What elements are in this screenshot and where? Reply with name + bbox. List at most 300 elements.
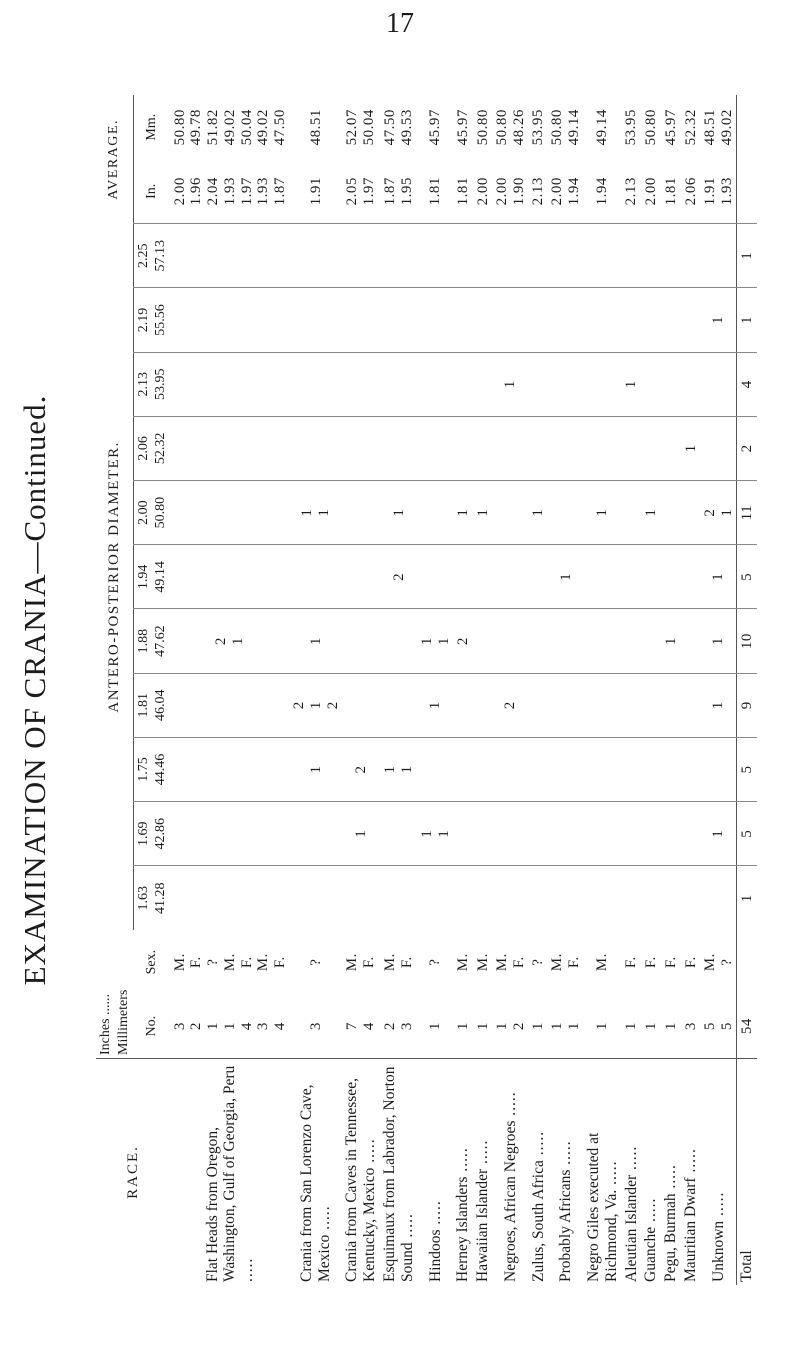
avg-in-cell: 1.81 (662, 177, 679, 206)
count-cell (418, 416, 454, 480)
column-header (133, 609, 171, 673)
count-cell (473, 545, 493, 609)
avg-in-cell: 1.81 (427, 177, 444, 206)
count-cell (473, 609, 493, 673)
avg-mm-cell: 53.95 (530, 109, 547, 146)
avg-mm-cell: 45.97 (454, 109, 471, 146)
count-cell: 1 (290, 609, 342, 673)
avg-in-cell: 2.00 1.90 (493, 177, 527, 206)
count-cell (641, 673, 661, 737)
race-cell (342, 1059, 380, 1286)
count-cell (493, 866, 529, 930)
race-name: Mauritian Dwarf (682, 1177, 699, 1282)
column-header (133, 224, 171, 288)
count-cell (529, 866, 549, 930)
column-mm: 52.32 (153, 432, 168, 465)
count-cell (661, 737, 681, 801)
count-cell (473, 866, 493, 930)
count-cell (701, 737, 737, 801)
count-cell (493, 224, 529, 288)
sex-cell: F. (623, 956, 640, 969)
count-cell: 1 (473, 481, 493, 545)
count-cell (380, 288, 418, 352)
avg-in-cell: 1.91 (307, 177, 324, 206)
count-cell (493, 609, 529, 673)
avg-in-cell: 1.94 (594, 177, 611, 206)
race-name: Herney Islanders (454, 1176, 472, 1282)
no-cell: 1 (454, 1022, 471, 1031)
count-cell (622, 609, 642, 673)
table-row (584, 95, 622, 1285)
total-avg-in (737, 159, 757, 223)
count-cell: 1 1 (418, 802, 454, 866)
count-cell: 2 (342, 737, 380, 801)
count-cell (171, 352, 291, 416)
race-cell (681, 1059, 701, 1286)
count-cell (622, 224, 642, 288)
table-row (342, 95, 380, 1285)
column-header (133, 288, 171, 352)
count-cell (681, 224, 701, 288)
race-cell (622, 1059, 642, 1286)
count-cell (681, 737, 701, 801)
count-cell (453, 352, 473, 416)
total-count-cell: 1 (737, 866, 757, 930)
count-cell (548, 352, 584, 416)
count-cell: 2 1 2 (290, 673, 342, 737)
count-cell (290, 866, 342, 930)
sex-cell: M. F. (493, 953, 527, 972)
table-row (418, 95, 454, 1285)
count-cell (342, 866, 380, 930)
race-name: Flat Heads from Oregon, Washington, Gulf of Georgia, Peru (203, 1065, 239, 1282)
no-cell: 1 (662, 1022, 679, 1031)
avg-mm-cell: 49.14 (594, 109, 611, 146)
total-count-cell: 4 (737, 352, 757, 416)
count-cell (622, 416, 642, 480)
count-cell (342, 416, 380, 480)
total-label: Total (737, 1059, 757, 1286)
sex-cell: M. (594, 953, 611, 972)
count-cell (622, 802, 642, 866)
count-cell (290, 416, 342, 480)
column-mm: 49.14 (153, 561, 168, 593)
count-cell (584, 416, 622, 480)
no-cell: 1 (623, 1022, 640, 1031)
sex-cell: ? (530, 958, 547, 966)
avg-mm-cell: 50.80 49.78 51.82 49.02 50.04 49.02 47.50 (171, 109, 289, 146)
header-sex: Sex. (143, 949, 159, 975)
leader-dots: ..... (662, 1164, 680, 1194)
count-cell (290, 545, 342, 609)
count-cell (529, 737, 549, 801)
count-cell (380, 609, 418, 673)
count-cell (681, 352, 701, 416)
count-cell (661, 288, 681, 352)
column-mm: 46.04 (153, 689, 168, 722)
count-cell (453, 866, 473, 930)
table-row (681, 95, 701, 1285)
count-cell (418, 481, 454, 545)
count-cell (622, 673, 642, 737)
no-cell: 3 (307, 1022, 324, 1031)
no-cell: 3 2 1 1 4 3 4 (171, 1022, 289, 1031)
header-no: No. (143, 1015, 159, 1037)
column-inches: 2.00 (135, 500, 151, 525)
count-cell (453, 673, 473, 737)
count-cell (418, 737, 454, 801)
leader-dots: ..... (426, 1200, 444, 1230)
count-cell (529, 288, 549, 352)
count-cell (418, 866, 454, 930)
count-cell: 1 1 (290, 481, 342, 545)
race-name: Crania from Caves in Tennessee, Kentucky, Mexico (343, 1078, 379, 1282)
header-race: RACE. (96, 1059, 171, 1286)
race-name: Zulus, South Africa (529, 1160, 547, 1282)
leader-dots: ..... (474, 1139, 492, 1169)
count-cell (418, 352, 454, 416)
page-number: 17 (386, 8, 414, 39)
count-cell (529, 352, 549, 416)
count-cell: 2 (380, 545, 418, 609)
count-cell: 1 (290, 737, 342, 801)
count-cell (701, 352, 737, 416)
column-header (133, 481, 171, 545)
column-mm: 57.13 (153, 240, 168, 272)
count-cell (473, 802, 493, 866)
count-cell (584, 673, 622, 737)
count-cell (548, 609, 584, 673)
sex-cell: M. F. (382, 953, 415, 972)
avg-mm-cell: 53.95 (623, 109, 640, 146)
count-cell (380, 416, 418, 480)
column-inches: 2.25 (135, 243, 151, 269)
race-cell (453, 1059, 473, 1286)
column-inches: 2.13 (135, 371, 151, 397)
count-cell (171, 224, 291, 288)
avg-in-cell: 1.87 1.95 (382, 177, 415, 206)
count-cell: 1 (701, 545, 737, 609)
count-cell: 1 (584, 481, 622, 545)
count-cell (584, 737, 622, 801)
rotated-table-wrapper (96, 95, 756, 1285)
count-cell (681, 673, 701, 737)
count-cell: 1 (701, 288, 737, 352)
total-count-cell: 1 (737, 288, 757, 352)
column-header (133, 545, 171, 609)
race-name: Unknown (709, 1220, 727, 1282)
side-title-text: EXAMINATION OF CRANIA—Continued. (17, 394, 52, 986)
header-antero-posterior: ANTERO-POSTERIOR DIAMETER. (96, 224, 133, 930)
no-cell: 1 2 (493, 1022, 527, 1031)
column-header (133, 866, 171, 930)
count-cell (342, 224, 380, 288)
count-cell (529, 673, 549, 737)
column-header (133, 352, 171, 416)
total-count-cell: 2 (737, 416, 757, 480)
count-cell (171, 416, 291, 480)
avg-in-cell: 1.91 1.93 (701, 177, 735, 206)
count-cell (418, 288, 454, 352)
count-cell (171, 545, 291, 609)
count-cell (493, 481, 529, 545)
count-cell (622, 737, 642, 801)
count-cell (493, 288, 529, 352)
count-cell (701, 224, 737, 288)
race-cell (493, 1059, 529, 1286)
count-cell (641, 288, 661, 352)
leader-dots: ..... (398, 1213, 416, 1243)
column-header (133, 737, 171, 801)
avg-in-cell: 2.13 (530, 177, 547, 206)
count-cell: 1 (701, 673, 737, 737)
column-inches: 1.94 (135, 564, 151, 590)
count-cell (171, 673, 291, 737)
leader-dots: ..... (529, 1130, 547, 1161)
count-cell (548, 802, 584, 866)
column-header (133, 802, 171, 866)
count-cell (380, 224, 418, 288)
count-cell (171, 481, 291, 545)
leader-dots: ..... (602, 1160, 620, 1190)
count-cell (681, 866, 701, 930)
column-mm: 50.80 (153, 496, 168, 529)
avg-mm-cell: 45.97 (427, 109, 444, 146)
column-mm: 55.56 (153, 304, 168, 336)
count-cell (584, 288, 622, 352)
count-cell (380, 802, 418, 866)
avg-mm-cell: 45.97 (662, 109, 679, 146)
avg-mm-cell: 50.80 (642, 109, 659, 146)
count-cell (584, 609, 622, 673)
count-cell (418, 224, 454, 288)
leader-dots: ..... (316, 1205, 334, 1235)
count-cell (493, 802, 529, 866)
no-cell: 1 1 (549, 1022, 583, 1031)
count-cell (641, 224, 661, 288)
avg-in-cell: 2.00 (642, 177, 659, 206)
avg-in-cell: 2.13 (623, 177, 640, 206)
race-name: Esquimaux from Labrador, Norton Sound (381, 1066, 416, 1282)
count-cell: 1 (453, 481, 473, 545)
avg-mm-cell: 50.80 (474, 109, 491, 146)
count-cell: 1 (622, 352, 642, 416)
column-inches: 2.06 (135, 436, 151, 461)
avg-mm-cell: 50.80 48.26 (493, 109, 527, 146)
table-row (290, 95, 342, 1285)
count-cell (548, 737, 584, 801)
avg-in-cell: 2.06 (682, 177, 699, 206)
count-cell (548, 866, 584, 930)
column-mm: 47.62 (153, 625, 168, 657)
race-cell (529, 1059, 549, 1286)
leader-dots: ..... (239, 1257, 257, 1282)
count-cell: 1 (548, 545, 584, 609)
race-cell (473, 1059, 493, 1286)
count-cell (493, 737, 529, 801)
leader-dots: ..... (454, 1147, 472, 1177)
count-cell: 1 (661, 609, 681, 673)
leader-dots: ..... (709, 1191, 727, 1221)
race-cell (584, 1059, 622, 1286)
leader-dots: ..... (682, 1148, 699, 1178)
avg-in-cell: 1.81 (454, 177, 471, 206)
count-cell: 2 (453, 609, 473, 673)
avg-mm-cell: 47.50 49.53 (382, 109, 415, 146)
total-count-cell: 11 (737, 481, 757, 545)
count-cell (342, 545, 380, 609)
header-mm-label: Millimeters (115, 989, 131, 1055)
count-cell (380, 866, 418, 930)
count-cell (453, 288, 473, 352)
count-cell (548, 481, 584, 545)
no-cell: 7 4 (344, 1022, 378, 1031)
count-cell: 1 1 (380, 737, 418, 801)
count-cell (290, 224, 342, 288)
table-row (171, 95, 291, 1285)
count-cell (493, 545, 529, 609)
avg-in-cell: 2.00 (474, 177, 491, 206)
count-cell: 1 (641, 481, 661, 545)
count-cell: 2 (493, 673, 529, 737)
race-cell (418, 1059, 454, 1286)
count-cell (701, 416, 737, 480)
count-cell (529, 802, 549, 866)
race-name: Probably Africans (557, 1169, 575, 1282)
total-sex (737, 930, 757, 994)
count-cell (473, 288, 493, 352)
count-cell (473, 352, 493, 416)
table-row (701, 95, 737, 1285)
count-cell (622, 545, 642, 609)
avg-mm-cell: 48.51 (307, 109, 324, 146)
column-mm: 41.28 (153, 882, 168, 914)
race-cell (171, 1059, 291, 1286)
count-cell (453, 737, 473, 801)
race-cell (701, 1059, 737, 1286)
count-cell: 1 1 (418, 609, 454, 673)
no-cell: 1 (594, 1022, 611, 1031)
avg-mm-cell: 48.51 49.02 (701, 109, 735, 146)
no-cell: 3 (682, 1022, 699, 1031)
table-row (529, 95, 549, 1285)
column-inches: 1.88 (135, 628, 151, 654)
count-cell (661, 416, 681, 480)
count-cell (529, 416, 549, 480)
count-cell (171, 802, 291, 866)
avg-mm-cell: 50.80 49.14 (549, 109, 583, 146)
count-cell (681, 545, 701, 609)
race-name: Aleutian Islander (622, 1174, 640, 1282)
count-cell (529, 224, 549, 288)
count-cell (290, 802, 342, 866)
count-cell (681, 481, 701, 545)
count-cell (641, 609, 661, 673)
count-cell (453, 416, 473, 480)
table-row (661, 95, 681, 1285)
race-cell (380, 1059, 418, 1286)
count-cell: 2 1 (701, 481, 737, 545)
count-cell (171, 288, 291, 352)
count-cell (342, 673, 380, 737)
count-cell: 1 (418, 673, 454, 737)
count-cell (342, 352, 380, 416)
count-cell (548, 416, 584, 480)
count-cell: 1 (342, 802, 380, 866)
column-mm: 42.86 (153, 817, 168, 850)
count-cell: 1 (701, 802, 737, 866)
table-row (380, 95, 418, 1285)
table-row (641, 95, 661, 1285)
count-cell (661, 802, 681, 866)
sex-cell: ? (427, 958, 444, 966)
table-row (622, 95, 642, 1285)
count-cell: 1 (681, 416, 701, 480)
count-cell: 1 (380, 481, 418, 545)
leader-dots: ..... (557, 1140, 575, 1170)
avg-in-cell: 2.00 1.94 (549, 177, 583, 206)
sex-cell: F. (662, 956, 679, 969)
race-cell (290, 1059, 342, 1286)
no-cell: 1 (642, 1022, 659, 1031)
no-cell: 5 5 (701, 1022, 735, 1031)
column-inches: 1.63 (135, 885, 151, 911)
column-inches: 1.81 (135, 693, 151, 718)
race-name: Negroes, African Negroes (501, 1120, 519, 1282)
count-cell: 2 1 (171, 609, 291, 673)
count-cell (418, 545, 454, 609)
count-cell (641, 416, 661, 480)
header-inches-label: Inches ...... (98, 993, 113, 1055)
sex-cell: M. (454, 953, 471, 972)
count-cell (548, 288, 584, 352)
count-cell (473, 416, 493, 480)
avg-mm-cell: 52.07 50.04 (344, 109, 378, 146)
total-row (737, 95, 757, 1285)
table-row (548, 95, 584, 1285)
count-cell (473, 224, 493, 288)
count-cell: 1 (701, 609, 737, 673)
header-avg-mm: Mm. (144, 113, 159, 141)
race-cell (661, 1059, 681, 1286)
count-cell (342, 481, 380, 545)
sex-cell: M. F. ? M. F. M. F. (171, 953, 289, 972)
no-cell: 1 (474, 1022, 491, 1031)
avg-in-cell: 2.05 1.97 (344, 177, 378, 206)
count-cell (661, 352, 681, 416)
no-cell: 1 (427, 1022, 444, 1031)
sex-cell: F. (642, 956, 659, 969)
count-cell (681, 288, 701, 352)
count-cell (473, 737, 493, 801)
count-cell (548, 673, 584, 737)
race-name: Negro Giles executed at Richmond, Va. (584, 1132, 620, 1282)
count-cell (584, 224, 622, 288)
total-count-cell: 5 (737, 802, 757, 866)
total-no: 54 (737, 994, 757, 1058)
header-average: AVERAGE. (96, 95, 133, 224)
no-cell: 2 3 (382, 1022, 415, 1031)
column-mm: 53.95 (153, 368, 168, 400)
header-avg-in: In. (144, 183, 159, 199)
count-cell (661, 545, 681, 609)
column-inches: 2.19 (135, 307, 151, 333)
leader-dots: ..... (501, 1091, 519, 1121)
total-count-cell: 9 (737, 673, 757, 737)
race-cell (548, 1059, 584, 1286)
count-cell (290, 288, 342, 352)
race-name: Hawaiian Islander (474, 1168, 492, 1282)
